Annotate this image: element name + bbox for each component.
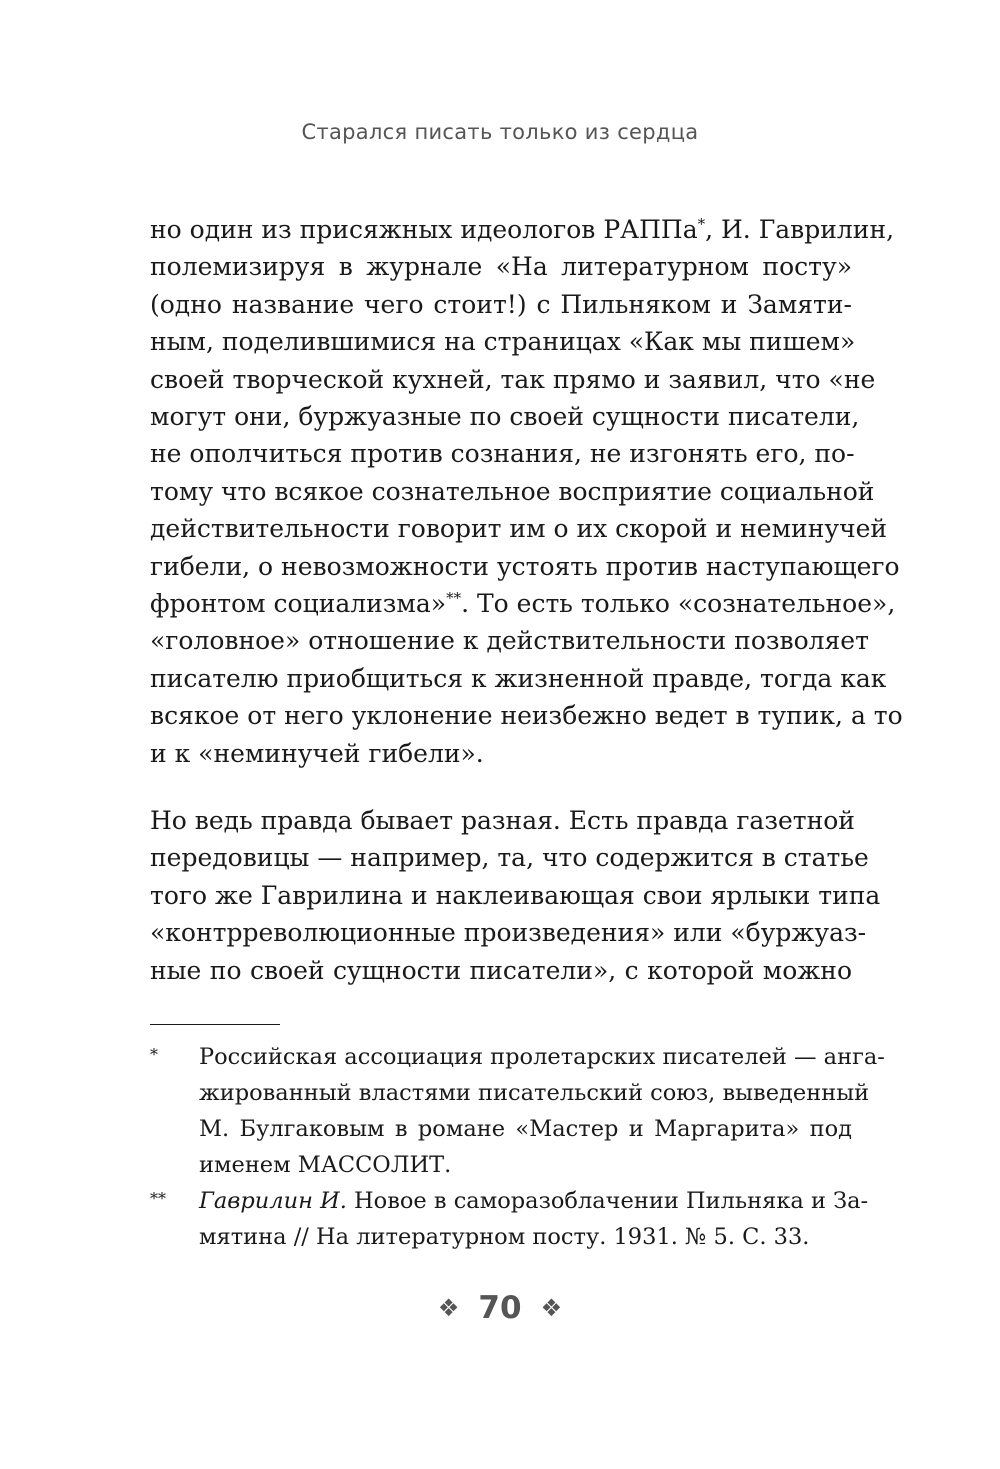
footnote-line: жированный властями писательский союз, выведенный <box>199 1080 870 1106</box>
footnote-line: М. Булгаковым в романе «Мастер и Маргарита» под <box>199 1116 852 1142</box>
text-line <box>150 211 895 248</box>
paragraph-2 <box>150 802 881 989</box>
footnote-marker: ** <box>150 1189 166 1208</box>
running-head: Старался писать только из сердца <box>301 120 699 144</box>
ornament-icon: ❖ <box>437 1294 460 1322</box>
paragraph-1 <box>150 211 903 772</box>
text-line: могут они, буржуазные по своей сущности писатели, <box>150 402 860 432</box>
footnote-line: именем МАССОЛИТ. <box>199 1152 452 1178</box>
footnote-ref-2: ** <box>446 589 462 608</box>
text-line: писателю приобщиться к жизненной правде, тогда как <box>150 663 887 693</box>
footnote-separator <box>150 1024 280 1025</box>
ornament-icon: ❖ <box>540 1294 563 1322</box>
text-line: своей творческой кухней, так прямо и заявил, что «не <box>150 364 876 394</box>
page-number-footer <box>0 1290 1000 1326</box>
footnote-title: Новое в саморазоблачении Пильняка и За- <box>346 1188 869 1214</box>
text-line <box>150 585 896 622</box>
footnote-line: Российская ассоциация пролетарских писателей — анга- <box>199 1044 885 1070</box>
footnote-line: мятина // На литературном посту. 1931. № 5. С. 33. <box>199 1224 810 1250</box>
text-line: действительности говорит им о их скорой и неминучей <box>150 514 888 544</box>
footnote-marker: * <box>150 1045 158 1064</box>
footnote-body <box>199 1183 869 1255</box>
text-line-part: . То есть только «сознательное», <box>461 589 896 619</box>
footnote-body <box>199 1039 885 1183</box>
text-line: (одно название чего стоит!) с Пильняком и Замяти- <box>150 289 852 319</box>
text-line-part: фронтом социализма» <box>150 589 447 619</box>
text-line: всякое от него уклонение неизбежно ведет в тупик, а то <box>150 701 903 731</box>
text-line: того же Гаврилина и наклеивающая свои ярлыки типа <box>150 880 881 910</box>
text-line: и к «неминучей гибели». <box>150 738 484 768</box>
footnote-line <box>199 1183 869 1219</box>
text-line-part: но один из присяжных идеологов РАППа <box>150 215 698 244</box>
text-line: не ополчиться против сознания, не изгонять его, по- <box>150 439 855 469</box>
text-line: Но ведь правда бывает разная. Есть правда газетной <box>150 806 855 835</box>
text-line: тому что всякое сознательное восприятие социальной <box>150 476 875 506</box>
text-line: полемизируя в журнале «На литературном посту» <box>150 252 852 282</box>
page-number: 70 <box>478 1290 522 1326</box>
text-line: «головное» отношение к действительности позволяет <box>150 626 869 656</box>
footnote-ref-1: * <box>697 215 706 233</box>
text-line: передовицы — например, та, что содержится в статье <box>150 843 869 873</box>
text-line: гибели, о невозможности устоять против наступающего <box>150 551 900 581</box>
text-line: «контрреволюционные произведения» или «буржуаз- <box>150 918 867 948</box>
text-line: ные по своей сущности писатели», с которой можно <box>150 955 852 985</box>
footnote-author: Гаврилин И. <box>199 1188 347 1214</box>
text-line: ным, поделившимися на страницах «Как мы пишем» <box>150 327 856 357</box>
text-line-part: , И. Гаврилин, <box>705 215 895 244</box>
